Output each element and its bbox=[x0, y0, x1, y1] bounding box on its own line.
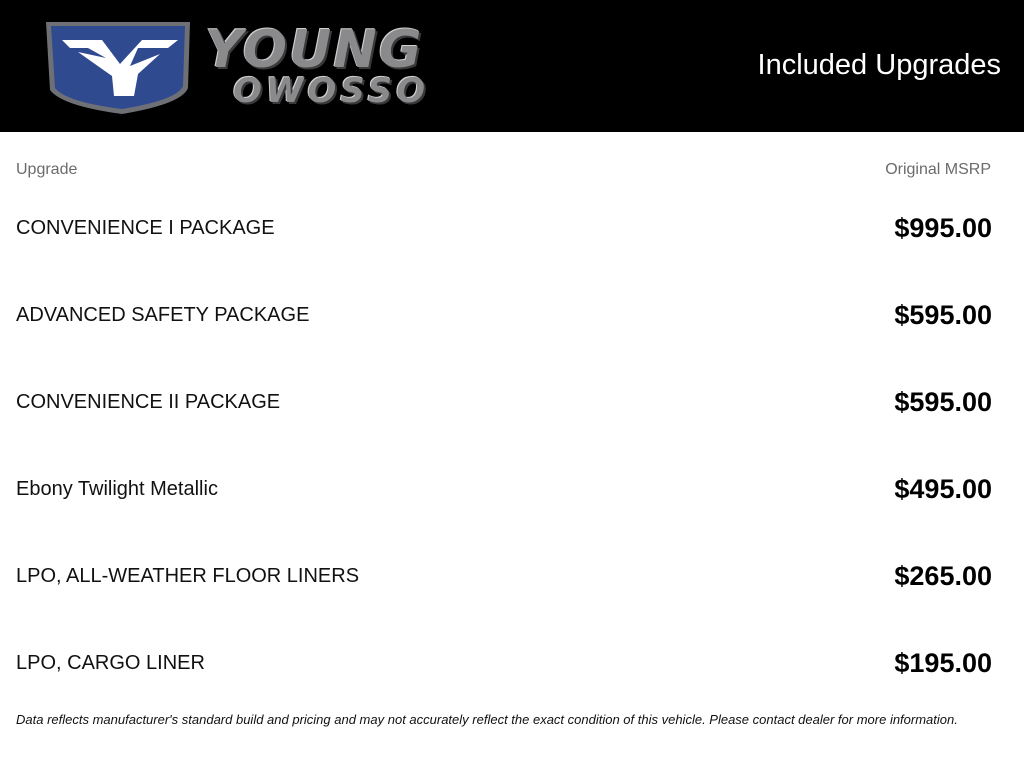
wordmark-young: YOUNG bbox=[205, 20, 424, 80]
young-shield-logo-icon bbox=[42, 18, 194, 116]
upgrade-row bbox=[0, 208, 1024, 248]
upgrade-price: $995.00 bbox=[894, 213, 992, 243]
upgrade-price: $495.00 bbox=[894, 474, 992, 504]
upgrade-name: LPO, CARGO LINER bbox=[16, 652, 205, 674]
upgrade-name: Ebony Twilight Metallic bbox=[16, 478, 218, 500]
upgrade-row bbox=[0, 382, 1024, 422]
upgrade-name: ADVANCED SAFETY PACKAGE bbox=[16, 304, 310, 326]
header-bar bbox=[0, 0, 1024, 132]
upgrade-name: CONVENIENCE I PACKAGE bbox=[16, 217, 275, 239]
upgrade-row bbox=[0, 295, 1024, 335]
dealer-logo bbox=[42, 18, 512, 118]
dealer-wordmark bbox=[205, 22, 510, 112]
upgrade-price: $195.00 bbox=[894, 648, 992, 678]
column-header-msrp: Original MSRP bbox=[885, 161, 991, 178]
upgrade-price: $595.00 bbox=[894, 387, 992, 417]
upgrade-row bbox=[0, 556, 1024, 596]
upgrade-price: $595.00 bbox=[894, 300, 992, 330]
wordmark-owosso: OWOSSO bbox=[233, 71, 429, 111]
page-title: Included Upgrades bbox=[757, 49, 1001, 81]
column-header-upgrade: Upgrade bbox=[16, 161, 78, 178]
upgrade-name: LPO, ALL-WEATHER FLOOR LINERS bbox=[16, 565, 360, 587]
upgrade-name: CONVENIENCE II PACKAGE bbox=[16, 391, 281, 413]
disclaimer-text: Data reflects manufacturer's standard build and pricing and may not accurately reflect the exact condition of this vehicle. Please contact dealer for more information. bbox=[16, 712, 958, 727]
upgrade-price: $265.00 bbox=[894, 561, 992, 591]
upgrade-row bbox=[0, 643, 1024, 683]
upgrade-row bbox=[0, 469, 1024, 509]
